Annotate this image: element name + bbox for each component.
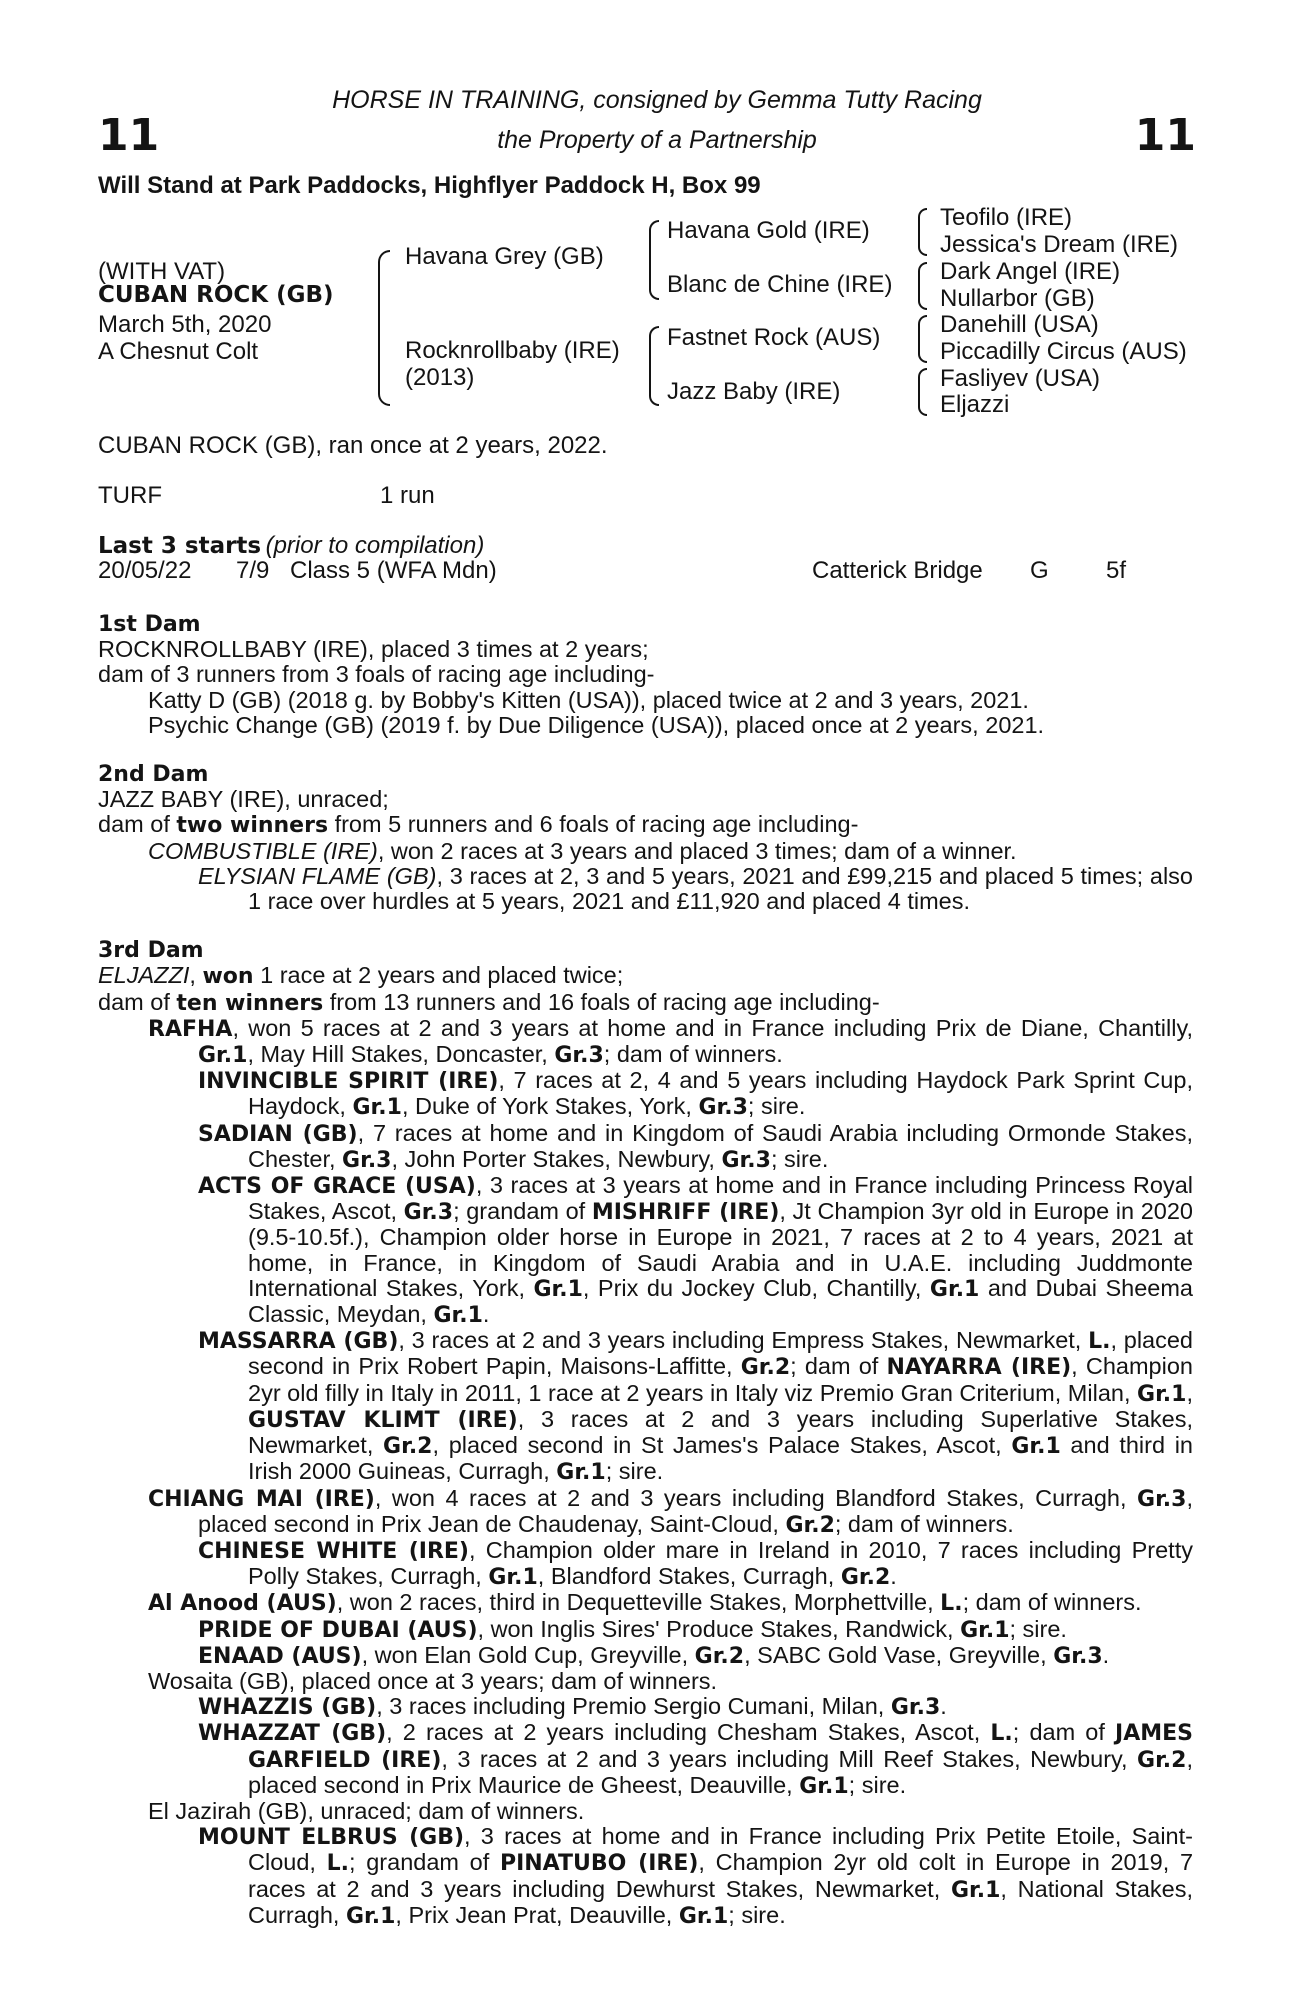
pedigree-brace-2b (649, 326, 659, 406)
pedigree-dam-year: (2013) (405, 364, 475, 391)
start-race-class: Class 5 (WFA Mdn) (290, 557, 497, 584)
third-dam-heading: 3rd Dam (98, 938, 204, 964)
last-starts-note: (prior to compilation) (265, 532, 485, 559)
start-date: 20/05/22 (98, 557, 192, 584)
pedigree-brace-3b (918, 262, 927, 310)
first-dam-produce-1: Katty D (GB) (2018 g. by Bobby's Kitten (USA)), placed twice at 2 and 3 years, 2021. (148, 686, 1029, 713)
pedigree-sire-dam: Blanc de Chine (IRE) (667, 271, 893, 298)
second-dam-produce-1: COMBUSTIBLE (IRE), won 2 races at 3 years and placed 3 times; dam of a winner. (148, 837, 1017, 864)
pedigree-g3-4: Nullarbor (GB) (940, 285, 1095, 312)
third-dam-line: ELJAZZI, won 1 race at 2 years and placed twice; (98, 962, 624, 990)
pedigree-brace-3d (918, 368, 927, 416)
first-dam-heading: 1st Dam (98, 612, 201, 637)
last-starts-heading (98, 532, 484, 560)
pedigree-g3-6: Piccadilly Circus (AUS) (940, 338, 1187, 365)
consignor-line: HORSE IN TRAINING, consigned by Gemma Tutty Racing (332, 86, 982, 114)
produce-chiang-mai: CHIANG MAI (IRE), won 4 races at 2 and 3 years including Blandford Stakes, Curragh, Gr.3, placed second in Prix Jean de Chaudenay, Saint-Cloud, Gr.2; dam of winners. (148, 1484, 1193, 1538)
vat-note: (WITH VAT) (98, 258, 226, 285)
horse-name: CUBAN ROCK (GB) (98, 282, 334, 308)
produce-pride-of-dubai: PRIDE OF DUBAI (AUS), won Inglis Sires' Produce Stakes, Randwick, Gr.1; sire. (198, 1615, 1067, 1643)
produce-el-jazirah: El Jazirah (GB), unraced; dam of winners. (148, 1797, 585, 1824)
pedigree-dam: Rocknrollbaby (IRE) (405, 337, 620, 364)
property-line: the Property of a Partnership (497, 126, 817, 154)
pedigree-g3-3: Dark Angel (IRE) (940, 258, 1121, 285)
foaling-date: March 5th, 2020 (98, 311, 272, 338)
produce-wosaita: Wosaita (GB), placed once at 3 years; dam of winners. (148, 1667, 718, 1694)
last-starts-title: Last 3 starts (98, 533, 262, 559)
produce-massarra: MASSARRA (GB), 3 races at 2 and 3 years including Empress Stakes, Newmarket, L., placed second in Prix Robert Papin, Maisons-Laffitte, Gr.2; dam of NAYARRA (IRE), Champion 2yr old filly in Italy in 2011, 1 race at 2 years in Italy viz Premio Gran Criterium, Milan, Gr.1, GUSTAV KLIMT (IRE), 3 races at 2 and 3 years including Superlative Stakes, Newmarket, Gr.2, placed second in St James's Palace Stakes, Ascot, Gr.1 and third in Irish 2000 Guineas, Curragh, Gr.1; sire. (198, 1327, 1194, 1486)
race-record-summary: CUBAN ROCK (GB), ran once at 2 years, 2022. (98, 432, 608, 459)
pedigree-g3-8: Eljazzi (940, 391, 1010, 418)
first-dam-produce-intro: dam of 3 runners from 3 foals of racing age including- (98, 661, 655, 688)
pedigree-brace-2a (649, 220, 659, 300)
lot-number-right: 11 (1134, 110, 1196, 161)
produce-whazzis: WHAZZIS (GB), 3 races including Premio Sergio Cumani, Milan, Gr.3. (198, 1693, 947, 1721)
second-dam-produce-2: ELYSIAN FLAME (GB), 3 races at 2, 3 and 5 years, 2021 and £99,215 and placed 5 times; also 1 race over hurdles at 5 years, 2021 and £11,920 and placed 4 times. (198, 862, 1193, 915)
start-course: Catterick Bridge (812, 557, 983, 584)
first-dam-produce-2: Psychic Change (GB) (2019 f. by Due Diligence (USA)), placed once at 2 years, 2021. (148, 711, 1045, 738)
produce-whazzat: WHAZZAT (GB), 2 races at 2 years including Chesham Stakes, Ascot, L.; dam of JAMES GARFIELD (IRE), 3 races at 2 and 3 years including Mill Reef Stakes, Newbury, Gr.2, placed second in Prix Maurice de Gheest, Deauville, Gr.1; sire. (198, 1719, 1194, 1799)
pedigree-g3-2: Jessica's Dream (IRE) (940, 231, 1178, 258)
surface-runs: 1 run (380, 482, 435, 509)
start-distance: 5f (1106, 557, 1127, 584)
produce-invincible-spirit: INVINCIBLE SPIRIT (IRE), 7 races at 2, 4 and 5 years including Haydock Park Sprint Cup, Haydock, Gr.1, Duke of York Stakes, York, Gr.3; sire. (198, 1067, 1193, 1121)
pedigree-narrative (98, 612, 1193, 1929)
stand-location: Will Stand at Park Paddocks, Highflyer Paddock H, Box 99 (98, 172, 761, 199)
produce-enaad: ENAAD (AUS), won Elan Gold Cup, Greyville, Gr.2, SABC Gold Vase, Greyville, Gr.3. (198, 1641, 1110, 1669)
second-dam-heading: 2nd Dam (98, 762, 209, 788)
produce-sadian: SADIAN (GB), 7 races at home and in Kingdom of Saudi Arabia including Ormonde Stakes, Chester, Gr.3, John Porter Stakes, Newbury, Gr.3; sire. (198, 1119, 1194, 1173)
produce-acts-of-grace: ACTS OF GRACE (USA), 3 races at 3 years at home and in France including Princess Royal Stakes, Ascot, Gr.3; grandam of MISHRIFF (IRE), Jt Champion 3yr old in Europe in 2020 (9.5-10.5f.), Champion older horse in Europe in 2021, 7 races at 2 to 4 years, 2021 at home, in France, in Kingdom of Saudi Arabia and in U.A.E. including Juddmonte International Stakes, York, Gr.1, Prix du Jockey Club, Chantilly, Gr.1 and Dubai Sheema Classic, Meydan, Gr.1. (198, 1172, 1193, 1329)
pedigree-g3-7: Fasliyev (USA) (940, 365, 1101, 392)
pedigree-brace-3c (918, 315, 927, 363)
produce-al-anood: Al Anood (AUS), won 2 races, third in Dequetteville Stakes, Morphettville, L.; dam of winners. (148, 1589, 1142, 1617)
surface-label: TURF (98, 482, 162, 509)
start-going: G (1030, 557, 1049, 584)
lot-number-left: 11 (98, 110, 160, 161)
start-position: 7/9 (236, 557, 270, 584)
first-dam-line: ROCKNROLLBABY (IRE), placed 3 times at 2 years; (98, 636, 649, 663)
pedigree-dam-dam: Jazz Baby (IRE) (667, 378, 841, 405)
pedigree-g3-5: Danehill (USA) (940, 311, 1099, 338)
pedigree-brace-1 (378, 250, 390, 406)
pedigree-sire: Havana Grey (GB) (405, 243, 604, 270)
pedigree-dam-sire: Fastnet Rock (AUS) (667, 324, 881, 351)
third-dam-produce-intro: dam of ten winners from 13 runners and 16 foals of racing age including- (98, 988, 880, 1016)
second-dam-line: JAZZ BABY (IRE), unraced; (98, 786, 389, 813)
pedigree-sire-sire: Havana Gold (IRE) (667, 217, 870, 244)
horse-description: A Chesnut Colt (98, 338, 259, 365)
pedigree-g3-1: Teofilo (IRE) (940, 204, 1073, 231)
produce-mount-elbrus: MOUNT ELBRUS (GB), 3 races at home and in France including Prix Petite Etoile, Saint-Cloud, L.; grandam of PINATUBO (IRE), Champion 2yr old colt in Europe in 2019, 7 races at 2 and 3 years including Dewhurst Stakes, Newmarket, Gr.1, National Stakes, Curragh, Gr.1, Prix Jean Prat, Deauville, Gr.1; sire. (198, 1823, 1194, 1929)
second-dam-produce-intro: dam of two winners from 5 runners and 6 foals of racing age including- (98, 811, 859, 839)
produce-chinese-white: CHINESE WHITE (IRE), Champion older mare in Ireland in 2010, 7 races including Pretty Polly Stakes, Curragh, Gr.1, Blandford Stakes, Curragh, Gr.2. (198, 1536, 1193, 1591)
produce-rafha: RAFHA, won 5 races at 2 and 3 years at home and in France including Prix de Diane, Chantilly, Gr.1, May Hill Stakes, Doncaster, Gr.3; dam of winners. (148, 1014, 1193, 1069)
pedigree-brace-3a (918, 208, 927, 256)
